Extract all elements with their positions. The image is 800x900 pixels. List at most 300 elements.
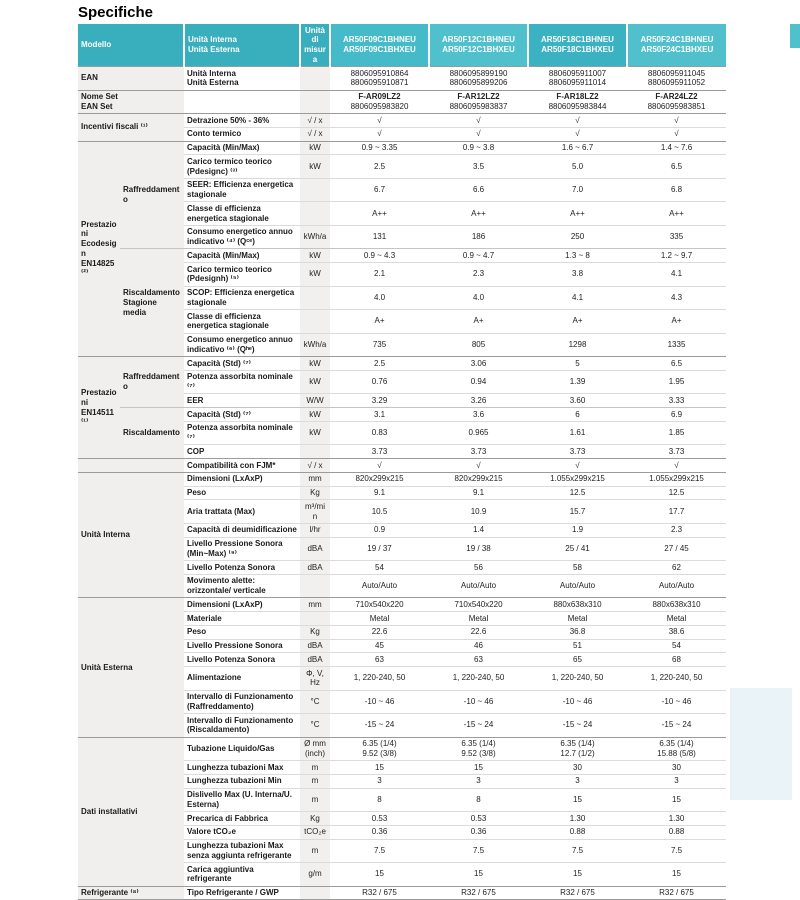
value-cell: 6.5 [627, 155, 726, 179]
value-cell: 1.30 [627, 812, 726, 826]
header-unita-interna-esterna: Unità Interna Unità Esterna [184, 24, 300, 67]
spec-table-body [78, 67, 726, 900]
specifications-table [78, 24, 726, 900]
group-cell: Unità Interna [78, 472, 184, 598]
spec-label: Potenza assorbita nominale ⁽⁷⁾ [184, 370, 300, 394]
value-cell: -10 ~ 46 [528, 690, 627, 714]
value-cell: 4.1 [528, 286, 627, 310]
value-cell: 0.36 [429, 825, 528, 839]
spec-label: Dislivello Max (U. Interna/U. Esterna) [184, 788, 300, 812]
unit-cell [300, 202, 330, 226]
value-cell: 1.2 ~ 9.7 [627, 249, 726, 263]
value-cell: √ [627, 459, 726, 473]
set-name: F-AR24LZ2 [655, 92, 698, 101]
value-cell: -15 ~ 24 [528, 714, 627, 738]
table-row [78, 598, 726, 612]
unit-cell: kW [300, 155, 330, 179]
value-cell: 17.7 [627, 500, 726, 524]
spec-label: Capacità (Std) ⁽⁷⁾ [184, 408, 300, 422]
table-row [78, 459, 726, 473]
spec-label: Intervallo di Funzionamento (Raffreddamento) [184, 690, 300, 714]
value-cell: 3 [528, 774, 627, 788]
value-cell: F-AR24LZ2 8806095983851 [627, 90, 726, 114]
spec-label: Livello Pressione Sonora (Min~Max) ⁽⁹⁾ [184, 537, 300, 561]
value-cell: √ [627, 127, 726, 141]
subgroup-cell: Raffreddamento [120, 357, 184, 408]
value-cell: 1.6 ~ 6.7 [528, 141, 627, 155]
value-cell: Metal [528, 612, 627, 626]
value-cell: 2.5 [330, 155, 429, 179]
spec-label: Intervallo di Funzionamento (Riscaldamento) [184, 714, 300, 738]
value-cell: 1.4 ~ 7.6 [627, 141, 726, 155]
unit-cell: dBA [300, 653, 330, 667]
value-cell: 38.6 [627, 625, 726, 639]
value-cell: F-AR09LZ2 8806095983820 [330, 90, 429, 114]
value-cell: 1, 220-240, 50 [627, 667, 726, 691]
value-cell: 15 [429, 863, 528, 887]
spec-label: Capacità (Min/Max) [184, 249, 300, 263]
table-row [78, 737, 726, 761]
spec-label: Dimensioni (LxAxP) [184, 598, 300, 612]
value-cell: 3.29 [330, 394, 429, 408]
value-cell: 1, 220-240, 50 [330, 667, 429, 691]
value-cell: 3.1 [330, 408, 429, 422]
spec-label: Potenza assorbita nominale ⁽⁷⁾ [184, 421, 300, 445]
value-cell: 1.055x299x215 [627, 472, 726, 486]
table-row [78, 141, 726, 155]
value-cell: A++ [330, 202, 429, 226]
unit-cell: √ / x [300, 114, 330, 128]
value-cell: 710x540x220 [429, 598, 528, 612]
unit-cell: kWh/a [300, 333, 330, 357]
spec-label: Livello Pressione Sonora [184, 639, 300, 653]
spec-label: Conto termico [184, 127, 300, 141]
group-cell: Dati installativi [78, 737, 184, 886]
unit-cell: mm [300, 472, 330, 486]
value-cell: 25 / 41 [528, 537, 627, 561]
unit-cell: m [300, 839, 330, 863]
unit-cell [300, 445, 330, 459]
value-cell: 9.1 [429, 486, 528, 500]
unit-cell: mm [300, 598, 330, 612]
unit-cell: √ / x [300, 459, 330, 473]
value-cell: 186 [429, 225, 528, 249]
subgroup-cell: Raffreddamento [120, 141, 184, 249]
value-cell: 54 [627, 639, 726, 653]
value-cell: 0.76 [330, 370, 429, 394]
value-cell: 51 [528, 639, 627, 653]
value-cell: 3.5 [429, 155, 528, 179]
unit-cell: dBA [300, 561, 330, 575]
spec-label: Capacità di deumidificazione [184, 523, 300, 537]
next-column-header-sliver [790, 24, 800, 48]
subgroup-cell: Riscaldamento Stagione media [120, 249, 184, 357]
value-cell: √ [528, 459, 627, 473]
value-cell: 880x638x310 [627, 598, 726, 612]
value-cell: 8806095899190 8806095899206 [429, 67, 528, 91]
value-cell: 56 [429, 561, 528, 575]
value-cell: 10.5 [330, 500, 429, 524]
value-cell: 820x299x215 [429, 472, 528, 486]
value-cell: 0.88 [528, 825, 627, 839]
value-cell: A+ [429, 310, 528, 334]
value-cell: 3.73 [429, 445, 528, 459]
table-header [78, 24, 726, 67]
spec-label: Peso [184, 625, 300, 639]
value-cell: 22.6 [429, 625, 528, 639]
value-cell: 4.0 [330, 286, 429, 310]
unit-cell: √ / x [300, 127, 330, 141]
value-cell: 63 [330, 653, 429, 667]
value-cell: 8806095911007 8806095911014 [528, 67, 627, 91]
spec-label: Peso [184, 486, 300, 500]
value-cell: 1.61 [528, 421, 627, 445]
value-cell: 10.9 [429, 500, 528, 524]
value-cell: R32 / 675 [330, 886, 429, 900]
unit-cell: m [300, 788, 330, 812]
table-row [78, 408, 726, 422]
value-cell: 2.3 [429, 263, 528, 287]
unit-cell [300, 310, 330, 334]
header-model-ar24: AR50F24C1BHNEU AR50F24C1BHXEU [627, 24, 726, 67]
value-cell: -15 ~ 24 [330, 714, 429, 738]
unit-cell: Ø mm (inch) [300, 737, 330, 761]
value-cell: Metal [429, 612, 528, 626]
group-cell: Incentivi fiscali ⁽¹⁾ [78, 114, 184, 142]
value-cell: 6.35 (1/4) 9.52 (3/8) [330, 737, 429, 761]
value-cell: 7.5 [429, 839, 528, 863]
spec-label: Consumo energetico annuo indicativo ⁽⁶⁾ (Qʰᵉ) [184, 333, 300, 357]
value-cell: -15 ~ 24 [429, 714, 528, 738]
value-cell: -10 ~ 46 [330, 690, 429, 714]
header-model-ar09: AR50F09C1BHNEU AR50F09C1BHXEU [330, 24, 429, 67]
value-cell: 6.9 [627, 408, 726, 422]
spec-label: Livello Potenza Sonora [184, 561, 300, 575]
spec-label: Carico termico teorico (Pdesignc) ⁽³⁾ [184, 155, 300, 179]
unit-cell: Kg [300, 625, 330, 639]
value-cell: 68 [627, 653, 726, 667]
group-cell: Prestazioni Ecodesign EN14825 ⁽²⁾ [78, 141, 120, 357]
value-cell: 1.95 [627, 370, 726, 394]
unit-cell: dBA [300, 537, 330, 561]
value-cell: -15 ~ 24 [627, 714, 726, 738]
value-cell: 0.9 ~ 4.3 [330, 249, 429, 263]
value-cell: 1.9 [528, 523, 627, 537]
spec-label: Precarica di Fabbrica [184, 812, 300, 826]
value-cell: 15.7 [528, 500, 627, 524]
value-cell: A+ [627, 310, 726, 334]
unit-cell: kW [300, 141, 330, 155]
spec-label: Capacità (Std) ⁽⁷⁾ [184, 357, 300, 371]
value-cell: 3.73 [330, 445, 429, 459]
table-row [78, 67, 726, 91]
value-cell: 3.06 [429, 357, 528, 371]
value-cell: 19 / 37 [330, 537, 429, 561]
unit-cell [300, 612, 330, 626]
spec-label: Dimensioni (LxAxP) [184, 472, 300, 486]
value-cell: 15 [330, 863, 429, 887]
spec-label: Materiale [184, 612, 300, 626]
value-cell: 6.8 [627, 178, 726, 202]
value-cell: 0.88 [627, 825, 726, 839]
subgroup-cell: Riscaldamento [120, 408, 184, 459]
value-cell: 1335 [627, 333, 726, 357]
value-cell: 15 [528, 863, 627, 887]
spec-label: SEER: Efficienza energetica stagionale [184, 178, 300, 202]
value-cell: 335 [627, 225, 726, 249]
set-name: F-AR09LZ2 [358, 92, 401, 101]
value-cell: 5 [528, 357, 627, 371]
spec-label: Lunghezza tubazioni Max [184, 761, 300, 775]
value-cell: Auto/Auto [528, 574, 627, 598]
value-cell: R32 / 675 [627, 886, 726, 900]
value-cell: 8806095911045 8806095911052 [627, 67, 726, 91]
value-cell: √ [528, 127, 627, 141]
value-cell: 131 [330, 225, 429, 249]
unit-cell: Kg [300, 812, 330, 826]
spec-label: Lunghezza tubazioni Max senza aggiunta refrigerante [184, 839, 300, 863]
table-row [78, 472, 726, 486]
value-cell: √ [429, 459, 528, 473]
value-cell: 0.9 ~ 4.7 [429, 249, 528, 263]
unit-cell [300, 67, 330, 91]
value-cell: √ [528, 114, 627, 128]
value-cell: 1.39 [528, 370, 627, 394]
group-cell: Prestazioni EN14511 ⁽¹⁾ [78, 357, 120, 459]
value-cell: 6.35 (1/4) 15.88 (5/8) [627, 737, 726, 761]
value-cell: 46 [429, 639, 528, 653]
group-cell: EAN [78, 67, 184, 91]
value-cell: F-AR18LZ2 8806095983844 [528, 90, 627, 114]
value-cell: 0.9 ~ 3.8 [429, 141, 528, 155]
spec-label: Carica aggiuntiva refrigerante [184, 863, 300, 887]
value-cell: 8 [330, 788, 429, 812]
spec-label: Movimento alette: orizzontale/ verticale [184, 574, 300, 598]
spec-label: COP [184, 445, 300, 459]
value-cell: 8 [429, 788, 528, 812]
value-cell: 880x638x310 [528, 598, 627, 612]
value-cell: 7.5 [330, 839, 429, 863]
value-cell: 820x299x215 [330, 472, 429, 486]
value-cell: 6.5 [627, 357, 726, 371]
spec-label: Aria trattata (Max) [184, 500, 300, 524]
unit-cell: g/m [300, 863, 330, 887]
value-cell: 1, 220-240, 50 [528, 667, 627, 691]
value-cell: 1.3 ~ 8 [528, 249, 627, 263]
unit-cell: °C [300, 714, 330, 738]
value-cell: -10 ~ 46 [627, 690, 726, 714]
value-cell: 3.26 [429, 394, 528, 408]
value-cell: 0.94 [429, 370, 528, 394]
spec-label: SCOP: Efficienza energetica stagionale [184, 286, 300, 310]
spec-label: Classe di efficienza energetica stagionale [184, 202, 300, 226]
value-cell: 0.53 [330, 812, 429, 826]
value-cell: 0.965 [429, 421, 528, 445]
unit-cell [300, 90, 330, 114]
value-cell: 1.4 [429, 523, 528, 537]
value-cell: Auto/Auto [429, 574, 528, 598]
spec-label: Compatibilità con FJM* [184, 459, 300, 473]
value-cell: 1.055x299x215 [528, 472, 627, 486]
header-model-ar12: AR50F12C1BHNEU AR50F12C1BHXEU [429, 24, 528, 67]
value-cell: A++ [528, 202, 627, 226]
unit-cell: m³/min [300, 500, 330, 524]
value-cell: √ [330, 459, 429, 473]
value-cell: 6.35 (1/4) 12.7 (1/2) [528, 737, 627, 761]
unit-cell: tCO₂e [300, 825, 330, 839]
value-cell: R32 / 675 [429, 886, 528, 900]
value-cell: 735 [330, 333, 429, 357]
value-cell: 4.3 [627, 286, 726, 310]
table-row [78, 114, 726, 128]
spec-label [184, 90, 300, 114]
value-cell: 12.5 [528, 486, 627, 500]
value-cell: √ [330, 114, 429, 128]
value-cell: 36.8 [528, 625, 627, 639]
value-cell: √ [627, 114, 726, 128]
group-cell: Unità Esterna [78, 598, 184, 737]
unit-cell: kW [300, 421, 330, 445]
value-cell: 65 [528, 653, 627, 667]
unit-cell [300, 886, 330, 900]
value-cell: 30 [528, 761, 627, 775]
value-cell: 7.5 [528, 839, 627, 863]
unit-cell: m [300, 761, 330, 775]
group-cell: Nome Set EAN Set [78, 90, 184, 114]
value-cell: 58 [528, 561, 627, 575]
spec-label: Classe di efficienza energetica stagionale [184, 310, 300, 334]
unit-cell [300, 286, 330, 310]
value-cell: 0.53 [429, 812, 528, 826]
header-row [78, 24, 726, 67]
spec-label: Alimentazione [184, 667, 300, 691]
value-cell: 19 / 38 [429, 537, 528, 561]
page-title: Specifiche [78, 4, 154, 21]
set-name: F-AR18LZ2 [556, 92, 599, 101]
value-cell: 0.9 ~ 3.35 [330, 141, 429, 155]
group-cell [78, 459, 184, 473]
value-cell: 9.1 [330, 486, 429, 500]
value-cell: √ [330, 127, 429, 141]
value-cell: 6.6 [429, 178, 528, 202]
value-cell: 4.0 [429, 286, 528, 310]
unit-cell: m [300, 774, 330, 788]
unit-cell: °C [300, 690, 330, 714]
value-cell: A+ [528, 310, 627, 334]
value-cell: 250 [528, 225, 627, 249]
value-cell: A++ [429, 202, 528, 226]
table-row [78, 249, 726, 263]
unit-cell: dBA [300, 639, 330, 653]
spec-label: Livello Potenza Sonora [184, 653, 300, 667]
value-cell: Auto/Auto [627, 574, 726, 598]
unit-cell: kW [300, 357, 330, 371]
value-cell: 3 [429, 774, 528, 788]
unit-cell: kW [300, 263, 330, 287]
value-cell: Auto/Auto [330, 574, 429, 598]
value-cell: 8806095910864 8806095910871 [330, 67, 429, 91]
table-row [78, 886, 726, 900]
spec-label: Tipo Refrigerante / GWP [184, 886, 300, 900]
header-unita-di-misura: Unità di misura [300, 24, 330, 67]
value-cell: 3.6 [429, 408, 528, 422]
spec-label: Unità Interna Unità Esterna [184, 67, 300, 91]
value-cell: 7.5 [627, 839, 726, 863]
highlight-panel [730, 688, 792, 800]
value-cell: 15 [528, 788, 627, 812]
value-cell: 3.73 [528, 445, 627, 459]
value-cell: Metal [330, 612, 429, 626]
spec-label: Lunghezza tubazioni Min [184, 774, 300, 788]
spec-label: Detrazione 50% - 36% [184, 114, 300, 128]
header-modello: Modello [78, 24, 184, 67]
value-cell: 3.8 [528, 263, 627, 287]
value-cell: 6.7 [330, 178, 429, 202]
group-cell: Refrigerante ⁽⁸⁾ [78, 886, 184, 900]
value-cell: 3.73 [627, 445, 726, 459]
value-cell: 15 [429, 761, 528, 775]
value-cell: 2.1 [330, 263, 429, 287]
set-name: F-AR12LZ2 [457, 92, 500, 101]
value-cell: 6.35 (1/4) 9.52 (3/8) [429, 737, 528, 761]
unit-cell: W/W [300, 394, 330, 408]
spec-label: Valore tCO₂e [184, 825, 300, 839]
value-cell: 27 / 45 [627, 537, 726, 561]
value-cell: 22.6 [330, 625, 429, 639]
unit-cell: kW [300, 249, 330, 263]
value-cell: 3 [330, 774, 429, 788]
value-cell: 15 [330, 761, 429, 775]
value-cell: F-AR12LZ2 8806095983837 [429, 90, 528, 114]
value-cell: 45 [330, 639, 429, 653]
spec-label: Consumo energetico annuo indicativo ⁽⁴⁾ (Qᶜᵉ) [184, 225, 300, 249]
value-cell: 3 [627, 774, 726, 788]
value-cell: 4.1 [627, 263, 726, 287]
unit-cell: Φ, V, Hz [300, 667, 330, 691]
unit-cell: l/hr [300, 523, 330, 537]
value-cell: 2.3 [627, 523, 726, 537]
value-cell: 62 [627, 561, 726, 575]
table-row [78, 90, 726, 114]
value-cell: 30 [627, 761, 726, 775]
value-cell: 3.60 [528, 394, 627, 408]
value-cell: √ [429, 127, 528, 141]
value-cell: 54 [330, 561, 429, 575]
spec-label: EER [184, 394, 300, 408]
value-cell: 0.36 [330, 825, 429, 839]
value-cell: √ [429, 114, 528, 128]
value-cell: 805 [429, 333, 528, 357]
value-cell: 3.33 [627, 394, 726, 408]
value-cell: 0.83 [330, 421, 429, 445]
header-model-ar18: AR50F18C1BHNEU AR50F18C1BHXEU [528, 24, 627, 67]
value-cell: 15 [627, 863, 726, 887]
value-cell: 15 [627, 788, 726, 812]
value-cell: 1298 [528, 333, 627, 357]
value-cell: -10 ~ 46 [429, 690, 528, 714]
value-cell: 1.30 [528, 812, 627, 826]
value-cell: 63 [429, 653, 528, 667]
value-cell: 2.5 [330, 357, 429, 371]
value-cell: A+ [330, 310, 429, 334]
unit-cell: kW [300, 370, 330, 394]
value-cell: 710x540x220 [330, 598, 429, 612]
value-cell: 5.0 [528, 155, 627, 179]
value-cell: 0.9 [330, 523, 429, 537]
unit-cell [300, 178, 330, 202]
spec-label: Carico termico teorico (Pdesignh) ⁽⁵⁾ [184, 263, 300, 287]
unit-cell: kWh/a [300, 225, 330, 249]
